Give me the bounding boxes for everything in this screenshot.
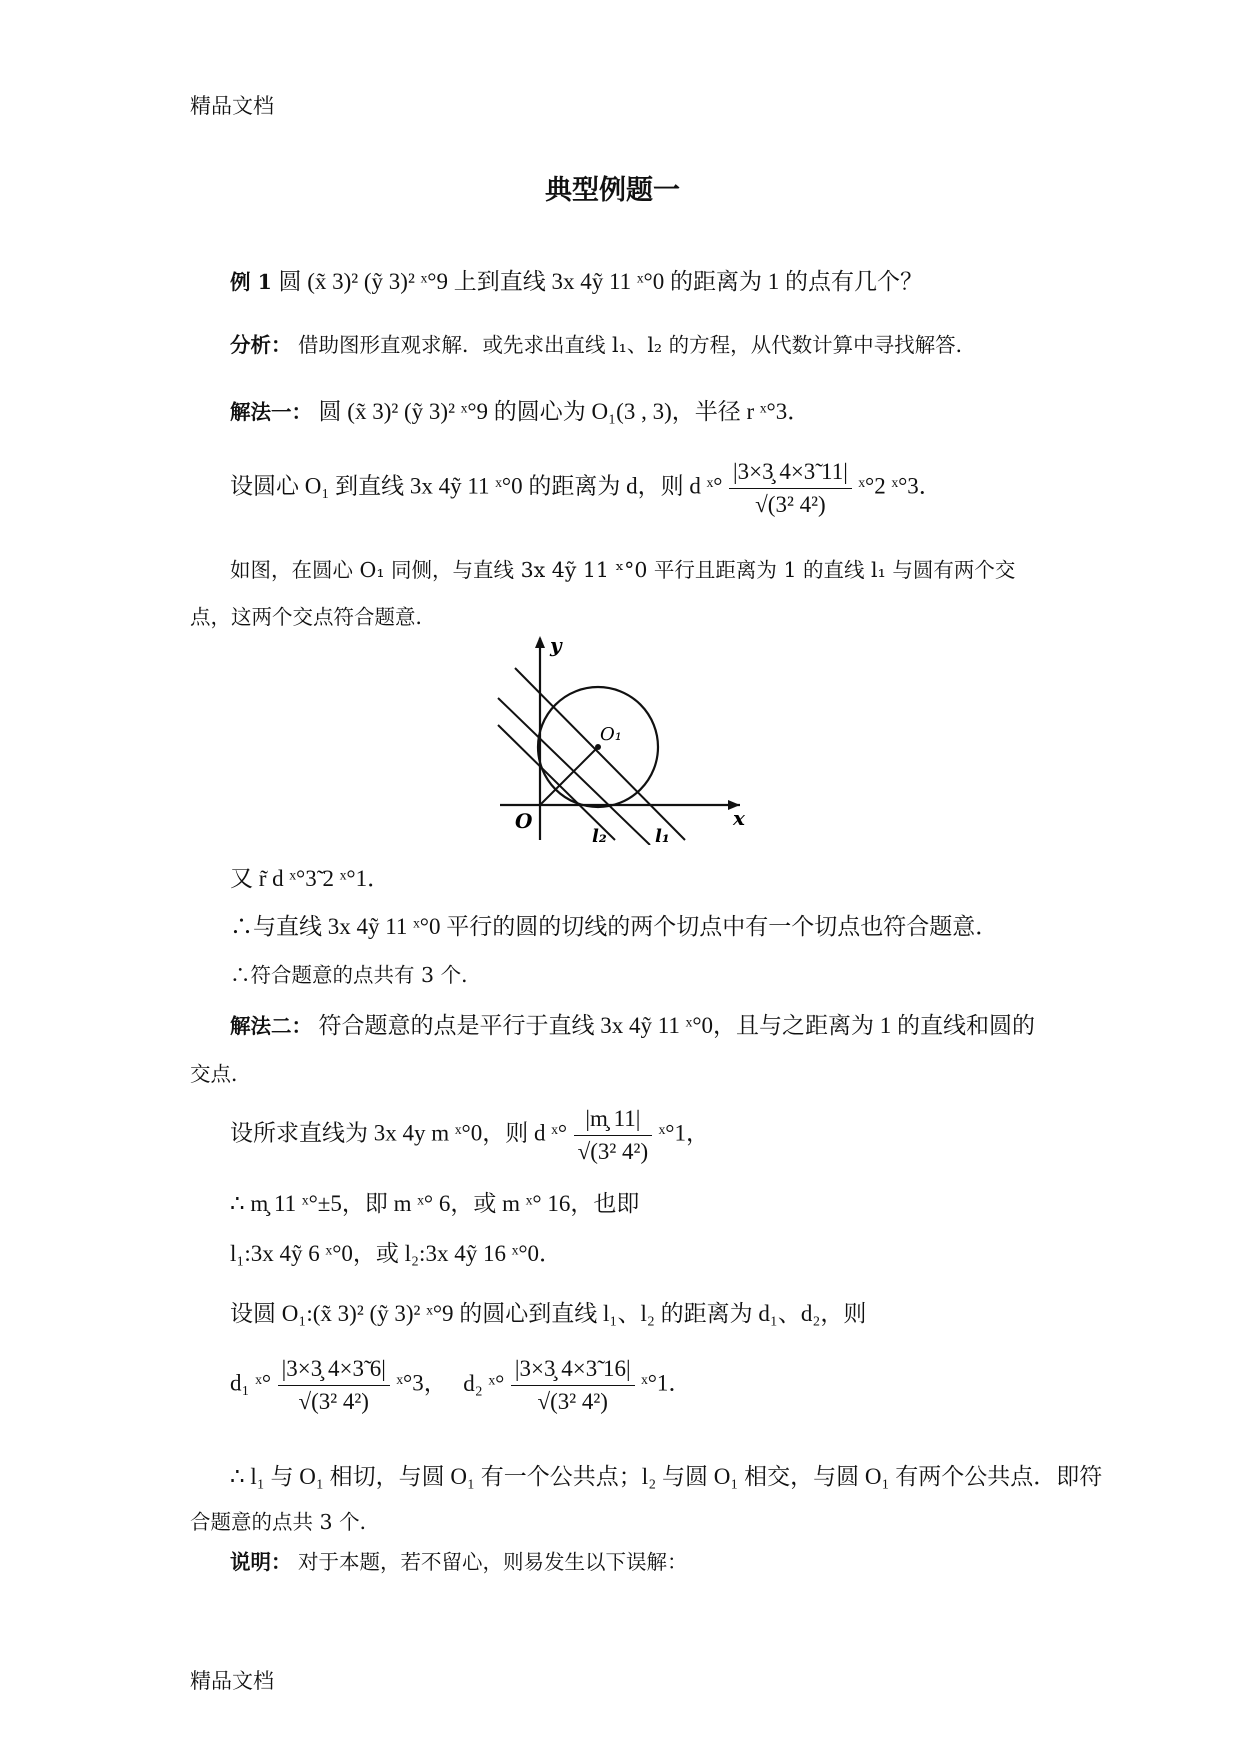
distance-fraction-2 [574, 1105, 652, 1165]
method2-line3: ∴ m̧ 11 ˣ°±5，即 m ˣ° 6，或 m ˣ° 16，也即 [230, 1191, 640, 1216]
footer-watermark: 精品文档 [190, 1669, 274, 1693]
method2-line1-cont: 交点． [190, 1062, 252, 1086]
method2-line2-pre: 设所求直线为 3x 4y m ˣ°0，则 d ˣ° [230, 1120, 568, 1146]
method2-line5: 设圆 O₁:(x̃ 3)² (ỹ 3)² ˣ°9 的圆心到直线 l₁、l₂ 的距离为 d₁、d₂，则 [230, 1301, 867, 1326]
method2-label: 解法二： [230, 1014, 312, 1038]
d2-pre: d₂ ˣ° [463, 1370, 505, 1396]
origin-label: O [515, 809, 533, 833]
fraction-denominator: √(3² 4²) [755, 491, 826, 517]
method1-line3-cont: 点，这两个交点符合题意． [190, 605, 436, 629]
method2-line6: ∴ l₁ 与 O₁ 相切，与圆 O₁ 有一个公共点；l₂ 与圆 O₁ 相交，与圆 O₁ 有两个公共点．即符 [230, 1464, 1103, 1489]
fraction-numerator: |m̧ 11| [574, 1105, 652, 1136]
note [230, 1550, 688, 1575]
method1-line1 [230, 398, 810, 426]
d1-pre: d₁ ˣ° [230, 1370, 272, 1396]
method2-line1-text: 符合题意的点是平行于直线 3x 4ỹ 11 ˣ°0，且与之距离为 1 的直线和圆的 [318, 1013, 1036, 1038]
method2-line1 [230, 1012, 1035, 1040]
fraction-denominator: √(3² 4²) [577, 1138, 649, 1164]
method2-line2-post: ˣ°1， [658, 1120, 709, 1146]
method1-line5: ∴与直线 3x 4ỹ 11 ˣ°0 平行的圆的切线的两个切点中有一个切点也符合题意． [230, 914, 999, 939]
method1-line1-text: 圆 (x̃ 3)² (ỹ 3)² ˣ°9 的圆心为 O₁(3 , 3)，半径 r ˣ°3． [318, 399, 811, 424]
analysis-label: 分析： [230, 333, 292, 357]
analysis [230, 333, 976, 358]
analysis-text: 借助图形直观求解．或先求出直线 l₁、l₂ 的方程，从代数计算中寻找解答． [298, 333, 977, 357]
example-text: 圆 (x̃ 3)² (ỹ 3)² ˣ°9 上到直线 3x 4ỹ 11 ˣ°0 的距离为 1 的点有几个？ [278, 269, 923, 294]
method1-line2-pre: 设圆心 O₁ 到直线 3x 4ỹ 11 ˣ°0 的距离为 d，则 d ˣ° [230, 473, 723, 499]
d1-fraction [278, 1355, 390, 1415]
x-axis-label: x [733, 806, 745, 830]
center-label: O₁ [600, 724, 622, 745]
method1-line6: ∴符合题意的点共有 3 个． [230, 963, 482, 987]
fraction-numerator: |3×3̧ 4×3̃ 11| [729, 458, 852, 489]
d2-post: ˣ°1． [641, 1370, 692, 1396]
method1-line3: 如图，在圆心 O₁ 同侧，与直线 3x 4ỹ 11 ˣ°0 平行且距离为 1 的直线 l₁ 与圆有两个交 [230, 558, 1016, 582]
method1-line2 [230, 458, 942, 518]
y-axis-label: y [550, 633, 562, 657]
l1-label: l₁ [655, 826, 670, 845]
method2-line2 [230, 1105, 709, 1165]
distance-fraction [729, 458, 852, 518]
note-label: 说明： [230, 1550, 292, 1574]
l2-label: l₂ [592, 826, 607, 845]
example-1 [230, 268, 923, 296]
method2-line6-cont: 合题意的点共 3 个． [190, 1510, 381, 1534]
note-text: 对于本题，若不留心，则易发生以下误解： [298, 1550, 688, 1574]
method2-line4: l₁:3x 4ỹ 6 ˣ°0，或 l₂:3x 4ỹ 16 ˣ°0． [230, 1241, 563, 1266]
fraction-denominator: √(3² 4²) [298, 1388, 369, 1414]
page-title: 典型例题一 [545, 175, 680, 206]
d1-post: ˣ°3， [396, 1370, 447, 1396]
fraction-numerator: |3×3̧ 4×3̃ 6| [278, 1355, 390, 1386]
example-label: 例 1 [230, 270, 272, 294]
fraction-denominator: √(3² 4²) [537, 1388, 608, 1414]
method1-line4: 又 r̃ d ˣ°3̃ 2 ˣ°1． [230, 866, 391, 891]
method1-label: 解法一： [230, 400, 312, 424]
fraction-numerator: |3×3̧ 4×3̃ 16| [511, 1355, 635, 1386]
method1-line2-post: ˣ°2 ˣ°3． [858, 473, 942, 499]
d2-fraction [511, 1355, 635, 1415]
header-watermark: 精品文档 [190, 94, 274, 118]
geometry-figure [480, 630, 750, 845]
y-axis-arrow-icon [535, 636, 545, 648]
method2-distances [230, 1355, 691, 1415]
